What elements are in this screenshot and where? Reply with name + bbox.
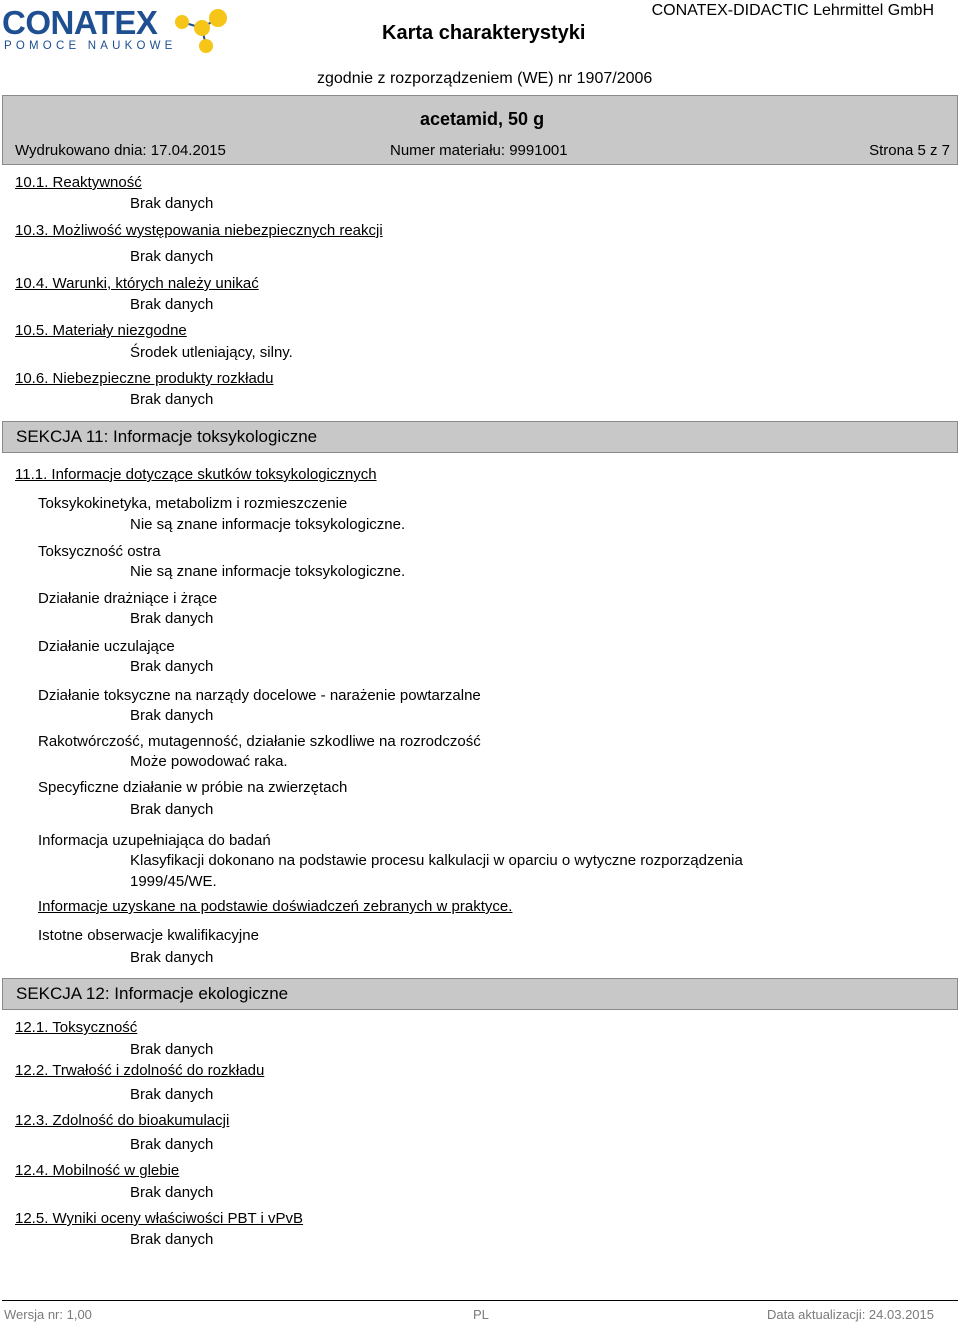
- product-name: acetamid, 50 g: [420, 109, 545, 129]
- section-12-bar: [2, 978, 958, 1010]
- page-number: Strona 5 z 7: [869, 142, 950, 159]
- section-title: SEKCJA 11: Informacje toksykologiczne: [16, 427, 318, 446]
- subsection-value: Brak danych: [130, 195, 214, 212]
- tox-value: Nie są znane informacje toksykologiczne.: [130, 563, 406, 580]
- tox-value: Nie są znane informacje toksykologiczne.: [130, 516, 406, 533]
- subsection-value: Brak danych: [130, 1041, 214, 1058]
- tox-label: Informacja uzupełniająca do badań: [38, 832, 271, 849]
- subsection-value: Brak danych: [130, 1086, 214, 1103]
- subsection-heading: 10.6. Niebezpieczne produkty rozkładu: [15, 370, 274, 387]
- language-code: PL: [473, 1307, 489, 1322]
- subsection-heading: 12.5. Wyniki oceny właściwości PBT i vPvB: [15, 1210, 304, 1227]
- experience-heading: Informacje uzyskane na podstawie doświadczeń zebranych w praktyce.: [38, 898, 513, 915]
- section-title: SEKCJA 12: Informacje ekologiczne: [16, 984, 289, 1003]
- version-number: Wersja nr: 1,00: [4, 1307, 92, 1322]
- subsection-heading: 12.2. Trwałość i zdolność do rozkładu: [15, 1062, 265, 1079]
- subsection-heading: 10.4. Warunki, których należy unikać: [15, 275, 259, 292]
- subsection-value: Brak danych: [130, 1184, 214, 1201]
- document-title: Karta charakterystyki: [382, 22, 586, 44]
- subsection-value: Środek utleniający, silny.: [130, 344, 293, 361]
- tox-label: Działanie toksyczne na narządy docelowe - narażenie powtarzalne: [38, 687, 481, 704]
- subsection-heading: 12.4. Mobilność w glebie: [15, 1162, 180, 1179]
- logo-text: CONATEX: [2, 4, 158, 41]
- tox-value: Brak danych: [130, 707, 214, 724]
- tox-value: Brak danych: [130, 610, 214, 627]
- tox-label: Działanie drażniące i żrące: [38, 590, 218, 607]
- company-name: CONATEX-DIDACTIC Lehrmittel GmbH: [651, 2, 934, 19]
- subsection-heading: 10.5. Materiały niezgodne: [15, 322, 187, 339]
- logo-subtitle: POMOCE NAUKOWE: [4, 40, 177, 52]
- footer-divider: [2, 1300, 958, 1301]
- molecule-icon: [168, 6, 230, 58]
- subsection-heading: 10.3. Możliwość występowania niebezpiecznych reakcji: [15, 222, 383, 239]
- subsection-heading: 12.3. Zdolność do bioakumulacji: [15, 1112, 230, 1129]
- subsection-value: Brak danych: [130, 391, 214, 408]
- subsection-value: Brak danych: [130, 248, 214, 265]
- tox-label: Toksykokinetyka, metabolizm i rozmieszczenie: [38, 495, 348, 512]
- tox-value: Może powodować raka.: [130, 753, 288, 770]
- tox-label: Istotne obserwacje kwalifikacyjne: [38, 927, 259, 944]
- subsection-heading: 11.1. Informacje dotyczące skutków toksykologicznych: [15, 466, 377, 483]
- tox-label: Rakotwórczość, mutagenność, działanie szkodliwe na rozrodczość: [38, 733, 481, 750]
- section-11-bar: [2, 421, 958, 453]
- subsection-value: Brak danych: [130, 1136, 214, 1153]
- regulation-note: zgodnie z rozporządzeniem (WE) nr 1907/2006: [317, 70, 653, 87]
- subsection-heading: 10.1. Reaktywność: [15, 174, 142, 191]
- tox-value: Brak danych: [130, 949, 214, 966]
- tox-label: Specyficzne działanie w próbie na zwierzętach: [38, 779, 348, 796]
- subsection-heading: 12.1. Toksyczność: [15, 1019, 138, 1036]
- subsection-value: Brak danych: [130, 1231, 214, 1248]
- print-date: Wydrukowano dnia: 17.04.2015: [15, 142, 226, 159]
- material-number: Numer materiału: 9991001: [390, 142, 568, 159]
- tox-value: Brak danych: [130, 658, 214, 675]
- tox-value-continued: 1999/45/WE.: [130, 873, 217, 890]
- subsection-value: Brak danych: [130, 296, 214, 313]
- tox-value: Klasyfikacji dokonano na podstawie procesu kalkulacji w oparciu o wytyczne rozporządzenia: [130, 852, 743, 869]
- company-logo: [2, 4, 232, 58]
- tox-value: Brak danych: [130, 801, 214, 818]
- tox-label: Toksyczność ostra: [38, 543, 161, 560]
- tox-label: Działanie uczulające: [38, 638, 175, 655]
- update-date: Data aktualizacji: 24.03.2015: [767, 1307, 934, 1322]
